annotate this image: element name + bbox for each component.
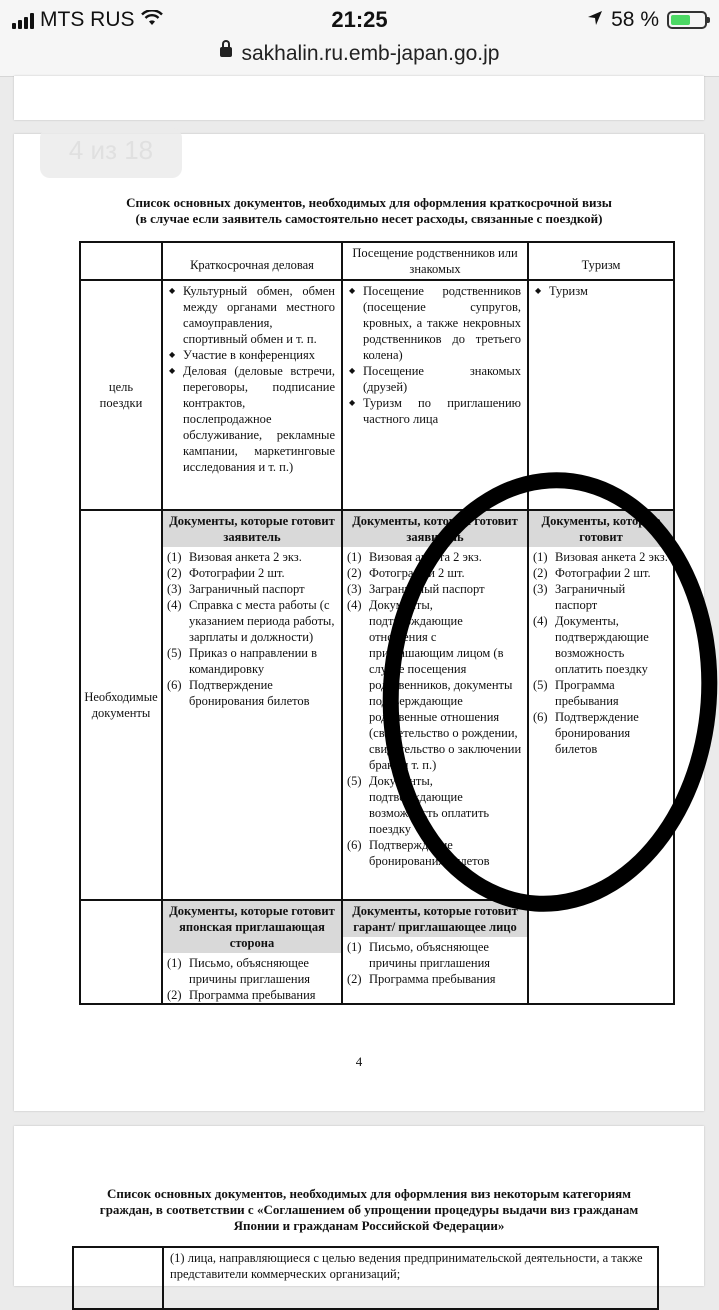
list-item: (4) Справка с места работы (с указанием периода работы, зарплаты и должности): [167, 598, 335, 644]
list-item: (3) Заграничный паспорт: [533, 582, 626, 612]
corner-cell: [80, 242, 162, 280]
list-item: (5) Документы, подтверждающие возможность оплатить поездку: [347, 774, 490, 836]
status-bar: [0, 0, 719, 40]
lock-icon: [220, 47, 232, 57]
location-arrow-icon: [587, 8, 603, 32]
title-line: Японии и гражданам Российской Федерации»: [233, 1218, 505, 1233]
battery-percent: 58 %: [611, 8, 659, 31]
title-line: Список основных документов, необходимых для оформления краткосрочной визы: [126, 195, 612, 210]
purpose-business-cell: [162, 280, 342, 510]
list-item: (5) Программа пребывания: [533, 678, 619, 708]
document-title: [74, 195, 664, 227]
section-header: Документы, которые готовит заявитель: [343, 511, 527, 547]
column-header: Посещение родственников или знакомых: [342, 242, 528, 280]
document-title: [74, 1186, 664, 1234]
list-item: (5) Приказ о направлении в командировку: [167, 646, 318, 676]
title-line: граждан, в соответствии с «Соглашением об упрощении процедуры выдачи виз гражданам: [99, 1202, 639, 1217]
page-number: 4: [355, 1054, 363, 1069]
list-item: (2) Программа пребывания: [167, 988, 316, 1002]
list-item: (2) Фотографии 2 шт.: [167, 566, 285, 580]
carrier-name: MTS RUS: [40, 8, 135, 31]
list-item: ◆ Участие в конференциях: [183, 347, 335, 363]
list-item: (3) Заграничный паспорт: [167, 582, 305, 596]
docs-tourism-cell: [528, 510, 674, 1004]
list-item: (1) Визовая анкета 2 экз.: [533, 550, 668, 564]
pdf-page-next: [14, 1126, 704, 1286]
list-item: (3) Заграничный паспорт: [347, 582, 485, 596]
empty-label-cell: [80, 900, 162, 1004]
pdf-page: [14, 134, 704, 1111]
battery-icon: [667, 11, 707, 29]
list-item: ◆ Деловая (деловые встречи, переговоры, подписание контрактов, послепродажное обслуживание, рекламные кампании, маркетинговые исследования и т. п.): [183, 363, 335, 475]
battery-fill: [671, 15, 690, 25]
table-cell-text: (1) лица, направляющиеся с целью ведения предпринимательской деятельности, а также представители коммерческих организаций;: [170, 1251, 643, 1281]
list-item: ◆ Туризм по приглашению частного лица: [363, 395, 521, 427]
categories-table: [72, 1246, 659, 1310]
list-item: (2) Фотографии 2 шт.: [347, 566, 465, 580]
list-item: (4) Документы, подтверждающие отношения с приглашающим лицом (в случае посещения родственников, документы подтверждающие родственные отношения (свидетельство о рождении, свидетельство о заключении брака и т. п.): [347, 598, 522, 772]
list-item: (6) Подтверждение бронирования билетов: [347, 838, 490, 868]
status-right: [587, 8, 707, 32]
inviter-relatives-cell: [342, 900, 528, 1004]
table-left-column: [74, 1248, 164, 1308]
purpose-tourism-cell: [528, 280, 674, 510]
list-item: (1) Письмо, объясняющее причины приглашения: [347, 940, 491, 970]
list-item: ◆ Туризм: [549, 283, 667, 299]
list-item: (4) Документы, подтверждающие возможность оплатить поездку: [533, 614, 649, 676]
inviter-business-cell: [162, 900, 342, 1004]
docs-business-cell: [162, 510, 342, 900]
column-header: Туризм: [528, 242, 674, 280]
section-header: Документы, которые готовит заявитель: [163, 511, 341, 547]
list-item: (1) Визовая анкета 2 экз.: [167, 550, 302, 564]
section-header: Документы, которые готовит гарант/ приглашающее лицо: [343, 901, 527, 937]
url-text: sakhalin.ru.emb-japan.go.jp: [241, 42, 500, 65]
list-item: (2) Программа пребывания: [347, 972, 496, 986]
address-bar[interactable]: [0, 40, 719, 77]
previous-page: [14, 76, 704, 120]
title-line: (в случае если заявитель самостоятельно несет расходы, связанные с поездкой): [135, 211, 603, 226]
page-counter: 4 из 18: [40, 128, 182, 178]
clock: 21:25: [331, 7, 388, 32]
section-header: Документы, которые готовит: [529, 511, 673, 547]
row-label: Необходимые документы: [80, 510, 162, 900]
list-item: ◆ Посещение знакомых (друзей): [363, 363, 521, 395]
list-item: (6) Подтверждение бронирования билетов: [167, 678, 310, 708]
docs-relatives-cell: [342, 510, 528, 900]
visa-documents-table: [79, 241, 675, 1005]
list-item: ◆ Культурный обмен, обмен между органами местного самоуправления, спортивный обмен и т. п.: [183, 283, 335, 347]
list-item: (6) Подтверждение бронирования билетов: [533, 710, 639, 756]
list-item: ◆ Посещение родственников (посещение супругов, кровных, а также некровных родственников до третьего колена): [363, 283, 521, 363]
list-item: (1) Визовая анкета 2 экз.: [347, 550, 482, 564]
purpose-relatives-cell: [342, 280, 528, 510]
list-item: (1) Письмо, объясняющее причины приглашения: [167, 956, 311, 986]
section-header: Документы, которые готовит японская приглашающая сторона: [163, 901, 341, 953]
row-label: цель поездки: [80, 280, 162, 510]
title-line: Список основных документов, необходимых для оформления виз некоторым категориям: [107, 1186, 631, 1201]
column-header: Краткосрочная деловая: [162, 242, 342, 280]
list-item: (2) Фотографии 2 шт.: [533, 566, 651, 580]
